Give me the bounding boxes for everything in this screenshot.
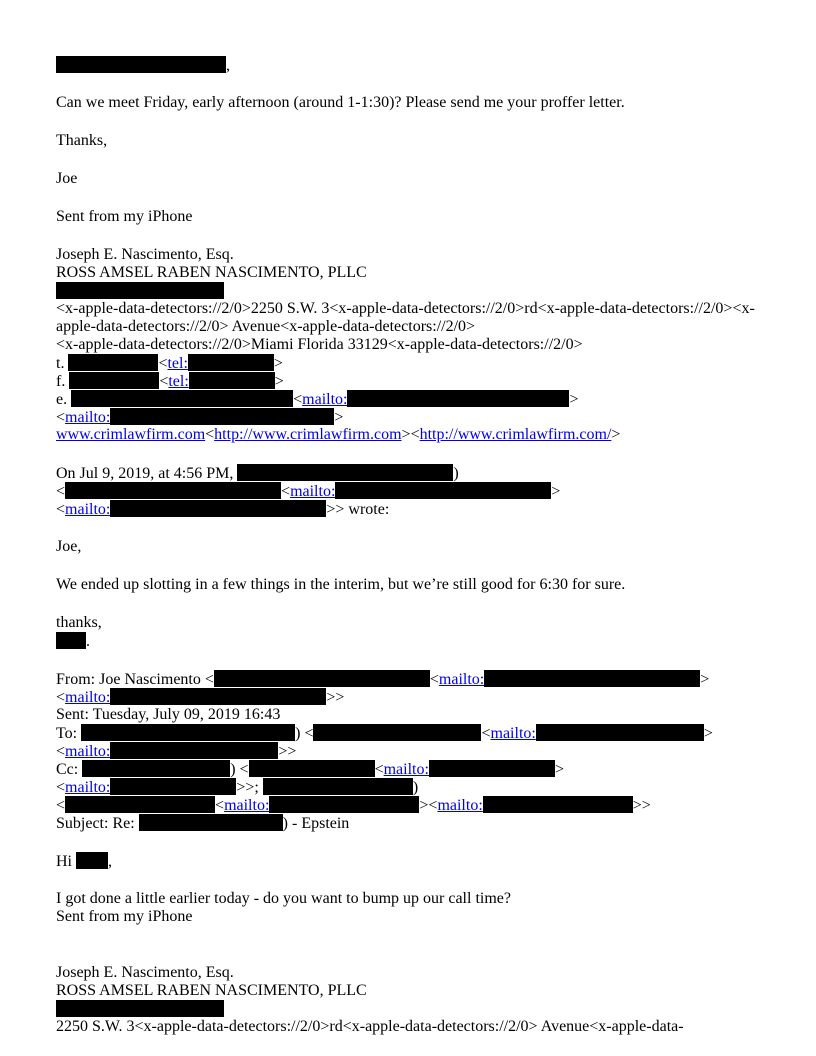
- redaction: [81, 724, 295, 741]
- signoff-line: Joe: [56, 170, 78, 187]
- mailto-link[interactable]: mailto:: [65, 501, 111, 518]
- mailto-link[interactable]: mailto:: [65, 779, 111, 796]
- forwarded-body: I got done a little earlier today - do you want to bump up our call time?: [56, 890, 511, 907]
- redaction: [110, 408, 334, 425]
- greeting-line: ,: [56, 56, 776, 74]
- redaction: [56, 1000, 224, 1017]
- email-line: e. <mailto: >: [56, 391, 579, 408]
- redaction: [69, 372, 159, 389]
- sent-line: Sent: Tuesday, July 09, 2019 16:43: [56, 706, 281, 723]
- cc-line-2: <mailto: >>; ): [56, 779, 419, 796]
- website-link[interactable]: www.crimlawfirm.com: [56, 426, 206, 443]
- website-line: www.crimlawfirm.com<http://www.crimlawfirm.com><http://www.crimlawfirm.com/>: [56, 426, 621, 443]
- forwarded-signature-redaction: [56, 1000, 776, 1018]
- mailto-link[interactable]: mailto:: [65, 409, 111, 426]
- signature-firm: ROSS AMSEL RABEN NASCIMENTO, PLLC: [56, 264, 367, 281]
- redaction: [214, 670, 430, 687]
- mailto-link[interactable]: mailto:: [224, 797, 270, 814]
- address-line-2: apple-data-detectors://2/0> Avenue<x-apple-data-detectors://2/0>: [56, 318, 476, 335]
- forwarded-signature-name: Joseph E. Nascimento, Esq.: [56, 964, 234, 981]
- from-line-2: <mailto: >>: [56, 689, 345, 706]
- sent-from-line: Sent from my iPhone: [56, 208, 193, 225]
- quote-header-line: On Jul 9, 2019, at 4:56 PM, ): [56, 465, 459, 482]
- signature-name: Joseph E. Nascimento, Esq.: [56, 246, 234, 263]
- redaction: [110, 500, 326, 517]
- mailto-link[interactable]: mailto:: [490, 725, 536, 742]
- redaction: [237, 464, 453, 481]
- quote-signature: .: [56, 632, 776, 650]
- from-line: From: Joe Nascimento < <mailto: >: [56, 671, 710, 688]
- redaction: [536, 724, 704, 741]
- redaction: [71, 390, 293, 407]
- mailto-link[interactable]: mailto:: [383, 761, 429, 778]
- quote-thanks: thanks,: [56, 614, 102, 631]
- redaction: [110, 688, 326, 705]
- email-body: Can we meet Friday, early afternoon (around 1-1:30)? Please send me your proffer letter.: [56, 94, 625, 111]
- mailto-link[interactable]: mailto:: [65, 743, 111, 760]
- redaction: [483, 796, 633, 813]
- tel-link[interactable]: tel:: [167, 355, 188, 372]
- quote-greeting: Joe,: [56, 538, 82, 555]
- mailto-link[interactable]: mailto:: [302, 391, 348, 408]
- tel-link[interactable]: tel:: [168, 373, 189, 390]
- fax-line: f. <tel: >: [56, 373, 284, 390]
- quote-header-line-2: < <mailto: >: [56, 483, 561, 500]
- website-link[interactable]: http://www.crimlawfirm.com: [214, 426, 402, 443]
- thanks-line: Thanks,: [56, 132, 108, 149]
- mailto-link[interactable]: mailto:: [437, 797, 483, 814]
- quote-header-line-3: <mailto: >> wrote:: [56, 501, 390, 518]
- redaction: [68, 354, 158, 371]
- hi-line: Hi ,: [56, 853, 112, 870]
- redaction: [82, 760, 230, 777]
- redaction: [110, 742, 278, 759]
- redaction: [110, 778, 236, 795]
- redaction: [263, 778, 413, 795]
- redaction: [65, 796, 215, 813]
- mailto-link[interactable]: mailto:: [65, 689, 111, 706]
- redaction: [347, 390, 569, 407]
- redaction: [429, 760, 555, 777]
- subject-line: Subject: Re: ) - Epstein: [56, 815, 350, 832]
- forwarded-address-line-1: 2250 S.W. 3<x-apple-data-detectors://2/0>rd<x-apple-data-detectors://2/0> Avenue<x-apple-data-: [56, 1018, 684, 1035]
- redaction: [76, 852, 108, 869]
- redaction: [56, 632, 86, 649]
- website-link[interactable]: http://www.crimlawfirm.com/: [419, 426, 612, 443]
- forwarded-sent-from: Sent from my iPhone: [56, 908, 193, 925]
- redaction: [56, 282, 224, 299]
- signature-redaction-line: [56, 282, 776, 300]
- mailto-link[interactable]: mailto:: [438, 671, 485, 688]
- redaction: [484, 670, 700, 687]
- address-line-3: <x-apple-data-detectors://2/0>Miami Florida 33129<x-apple-data-detectors://2/0>: [56, 336, 583, 353]
- redaction: [139, 814, 283, 831]
- quote-body: We ended up slotting in a few things in the interim, but we’re still good for 6:30 for sure.: [56, 576, 626, 593]
- redaction: [189, 372, 275, 389]
- cc-line: Cc: ) < <mailto: >: [56, 761, 564, 778]
- redaction: [188, 354, 274, 371]
- redaction: [313, 724, 481, 741]
- redaction: [335, 482, 551, 499]
- mailto-link[interactable]: mailto:: [290, 483, 336, 500]
- phone-line: t. <tel: >: [56, 355, 283, 372]
- redaction: [249, 760, 375, 777]
- to-line: To: ) < <mailto: >: [56, 725, 713, 742]
- redaction: [56, 56, 226, 73]
- to-line-2: <mailto: >>: [56, 743, 297, 760]
- cc-line-3: < <mailto: ><mailto: >>: [56, 797, 651, 814]
- address-line-1: <x-apple-data-detectors://2/0>2250 S.W. 3<x-apple-data-detectors://2/0>rd<x-apple-data-detectors://2/0><x-: [56, 300, 755, 317]
- email-document: [56, 52, 776, 1036]
- redaction: [65, 482, 281, 499]
- redaction: [269, 796, 419, 813]
- forwarded-signature-firm: ROSS AMSEL RABEN NASCIMENTO, PLLC: [56, 982, 367, 999]
- email-line-2: <mailto: >: [56, 409, 344, 426]
